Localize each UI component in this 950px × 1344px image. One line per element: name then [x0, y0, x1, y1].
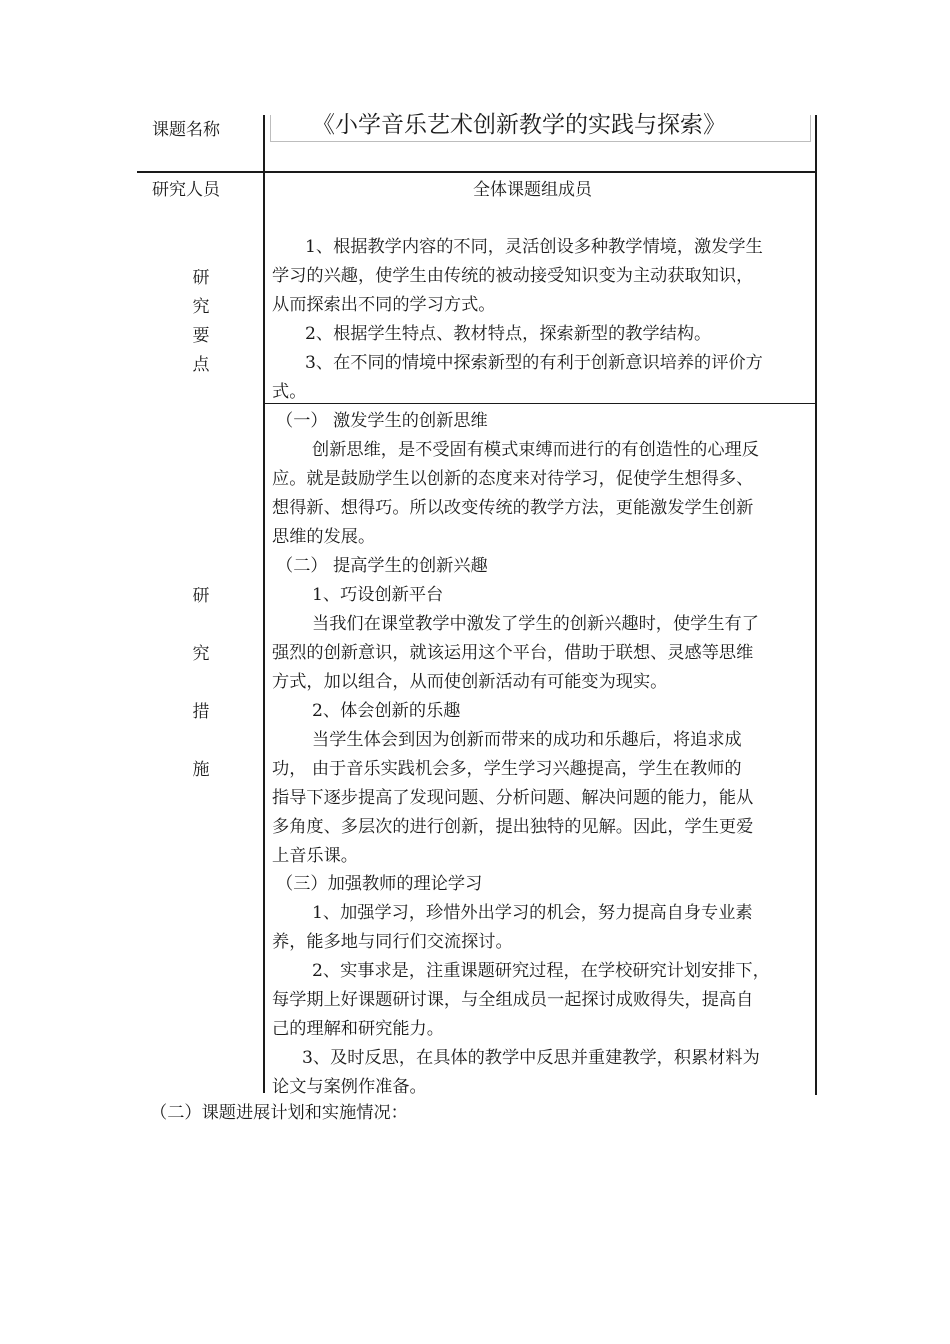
- key-points-label-char: 究: [192, 297, 210, 317]
- measures-label-char: 措: [192, 702, 210, 722]
- key-points-label-char: 研: [192, 268, 210, 288]
- key-points-line: 3、在不同的情境中探索新型的有利于创新意识培养的评价方: [305, 353, 763, 373]
- key-points-line: 式。: [272, 382, 307, 402]
- measures-heading: （二） 提高学生的创新兴趣: [276, 556, 488, 576]
- row-divider-title: [137, 171, 817, 173]
- title-value: 《小学音乐艺术创新教学的实践与探索》: [312, 112, 726, 138]
- title-label: 课题名称: [152, 120, 220, 140]
- measures-line: 功， 由于音乐实践机会多，学生学习兴趣提高，学生在教师的: [272, 759, 742, 779]
- table-right-border: [815, 115, 817, 1095]
- members-label: 研究人员: [152, 180, 220, 200]
- measures-label-char: 施: [192, 760, 210, 780]
- measures-line: 思维的发展。: [272, 527, 376, 547]
- measures-line: 强烈的创新意识，就该运用这个平台，借助于联想、灵感等思维: [272, 643, 754, 663]
- measures-line: 论文与案例作准备。: [272, 1077, 427, 1097]
- measures-line: 方式，加以组合，从而使创新活动有可能变为现实。: [272, 672, 668, 692]
- key-points-label-char: 点: [192, 355, 210, 375]
- measures-line: 上音乐课。: [272, 846, 358, 866]
- measures-heading: （一） 激发学生的创新思维: [276, 411, 488, 431]
- key-points-line: 从而探索出不同的学习方式。: [272, 295, 496, 315]
- table-divider-vertical: [263, 115, 265, 1093]
- key-points-line: 2、根据学生特点、教材特点，探索新型的教学结构。: [305, 324, 712, 344]
- measures-line: 1、巧设创新平台: [312, 585, 444, 605]
- members-value: 全体课题组成员: [473, 180, 592, 200]
- measures-line: 己的理解和研究能力。: [272, 1019, 444, 1039]
- measures-line: 养，能多地与同行们交流探讨。: [272, 932, 513, 952]
- measures-heading: （三）加强教师的理论学习: [276, 874, 483, 894]
- measures-line: 当学生体会到因为创新而带来的成功和乐趣后，将追求成: [312, 730, 742, 750]
- measures-line: 应。就是鼓励学生以创新的态度来对待学习，促使学生想得多、: [272, 469, 754, 489]
- measures-line: 1、加强学习，珍惜外出学习的机会，努力提高自身专业素: [312, 903, 753, 923]
- measures-line: 每学期上好课题研讨课，与全组成员一起探讨成败得失，提高自: [272, 990, 754, 1010]
- key-points-line: 1、根据教学内容的不同，灵活创设多种教学情境，激发学生: [305, 237, 763, 257]
- measures-line: 创新思维，是不受固有模式束缚而进行的有创造性的心理反: [312, 440, 759, 460]
- key-points-label-char: 要: [192, 326, 210, 346]
- measures-label-char: 研: [192, 586, 210, 606]
- measures-line: 想得新、想得巧。所以改变传统的教学方法，更能激发学生创新: [272, 498, 754, 518]
- row-divider-keypoints: [264, 403, 816, 404]
- section-heading: （二）课题进展计划和实施情况：: [150, 1103, 408, 1123]
- measures-label-char: 究: [192, 644, 210, 664]
- key-points-line: 学习的兴趣，使学生由传统的被动接受知识变为主动获取知识，: [272, 266, 754, 286]
- measures-line: 指导下逐步提高了发现问题、分析问题、解决问题的能力，能从: [272, 788, 754, 808]
- measures-line: 2、体会创新的乐趣: [312, 701, 461, 721]
- measures-line: 多角度、多层次的进行创新，提出独特的见解。因此，学生更爱: [272, 817, 754, 837]
- measures-line: 3、及时反思，在具体的教学中反思并重建教学，积累材料为: [302, 1048, 760, 1068]
- measures-line: 当我们在课堂教学中激发了学生的创新兴趣时，使学生有了: [312, 614, 759, 634]
- measures-line: 2、实事求是，注重课题研究过程，在学校研究计划安排下，: [312, 961, 770, 981]
